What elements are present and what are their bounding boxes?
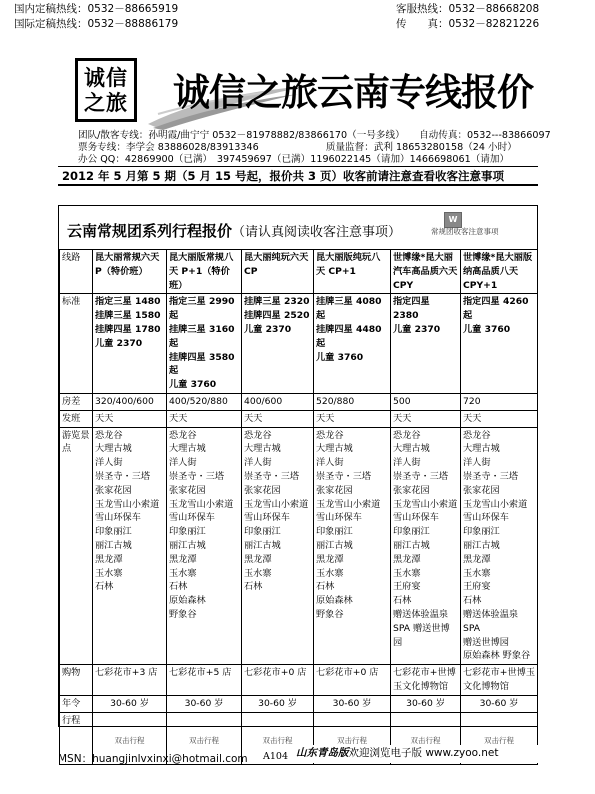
itinerary-link[interactable]: 双击行程 xyxy=(410,735,441,745)
fax-line: 传 真：0532－82821226 xyxy=(396,18,540,30)
price-item: 儿童 3760 xyxy=(463,323,511,335)
attraction-item: 恐龙谷 xyxy=(316,429,344,441)
cell-route: 世博缘*昆大丽版纳高品质八天 CPY+1 xyxy=(461,250,538,294)
attraction-item: 洋人街 xyxy=(316,457,344,469)
cell-route: 昆大丽版常规八天 P+1（特价班） xyxy=(167,250,242,294)
attraction-item: 石林 xyxy=(316,581,335,593)
cell-shopping: 七彩花市+0 店 xyxy=(242,665,314,696)
attraction-item: 大理古城 xyxy=(463,443,500,455)
cell-attractions xyxy=(461,427,538,665)
footer-msn: MSN：huangjinlvxinxi@hotmail.com xyxy=(58,753,248,765)
price-item: 指定四星 2380 xyxy=(393,296,430,322)
cell-room-diff: 320/400/600 xyxy=(93,393,167,410)
cell-attractions xyxy=(242,427,314,665)
cell-shopping: 七彩花市+世博玉文化博物馆 xyxy=(461,665,538,696)
customer-hotline: 客服热线：0532－88668208 xyxy=(396,3,540,15)
attraction-item: 崇圣寺・三塔 xyxy=(316,470,372,482)
attraction-item: 黑龙潭 xyxy=(316,553,344,565)
price-item: 指定四星 4260 起 xyxy=(463,296,529,322)
itinerary-link[interactable]: 双击行程 xyxy=(262,735,293,745)
cell-standard xyxy=(391,294,461,394)
attraction-item: 张家花园 xyxy=(169,484,206,496)
issue-notice: 2012 年 5 月第 5 期（5 月 15 号起，报价共 3 页）收客前请注意查看收客注意事项 xyxy=(62,169,505,183)
attraction-item: 玉龙雪山小索道 xyxy=(393,498,458,510)
attraction-item: 崇圣寺・三塔 xyxy=(95,470,151,482)
table-row-departure xyxy=(60,410,538,427)
attraction-item: 玉水寨 xyxy=(316,567,344,579)
itinerary-link[interactable]: 双击行程 xyxy=(484,735,514,745)
attraction-item: 野象谷 xyxy=(316,608,344,620)
table-row-attractions xyxy=(60,427,538,665)
cell-attractions xyxy=(314,427,391,665)
attraction-item: 原始森林 xyxy=(316,595,353,607)
attraction-item: 洋人街 xyxy=(169,457,197,469)
cell-room-diff: 720 xyxy=(461,393,538,410)
attraction-item: 雪山环保车 xyxy=(169,512,215,524)
attraction-item: 洋人街 xyxy=(95,457,123,469)
doc-note-link[interactable]: 常规团收客注意事项 xyxy=(431,227,499,236)
section-title xyxy=(67,220,401,241)
section-subtitle: （请认真阅读收客注意事项） xyxy=(232,225,402,240)
attraction-item: 石林 xyxy=(393,595,412,607)
price-item: 儿童 3760 xyxy=(316,351,364,363)
attraction-item: 雪山环保车 xyxy=(316,512,362,524)
attraction-item: 大理古城 xyxy=(244,443,281,455)
cell-shopping: 七彩花市+3 店 xyxy=(93,665,167,696)
attraction-item: 石林 xyxy=(169,581,188,593)
attraction-item: 石林 xyxy=(463,595,482,607)
logo-line2: 之旅 xyxy=(84,90,128,115)
row-label: 线路 xyxy=(60,250,93,294)
price-item: 挂牌三星 2320 xyxy=(244,296,310,308)
attraction-item: 恐龙谷 xyxy=(95,429,123,441)
attraction-item: 丽江古城 xyxy=(393,539,430,551)
attraction-item: 黑龙潭 xyxy=(393,553,421,565)
price-table xyxy=(59,249,538,765)
cell-standard xyxy=(242,294,314,394)
cell-attractions xyxy=(167,427,242,665)
attraction-item: 原始森林 xyxy=(169,595,206,607)
attraction-item: 赠送体验温泉 SPA 赠送世博园 xyxy=(393,608,450,648)
cell-route: 昆大丽常规六天 P（特价班） xyxy=(93,250,167,294)
attraction-item: 野象谷 xyxy=(169,608,197,620)
divider-top xyxy=(58,166,538,167)
attraction-item: 玉水寨 xyxy=(393,567,421,579)
attraction-item: 恐龙谷 xyxy=(463,429,491,441)
cell-departure: 天天 xyxy=(167,410,242,427)
footer-brand-bar xyxy=(296,745,540,763)
price-item: 儿童 3760 xyxy=(169,379,217,391)
price-item: 儿童 2370 xyxy=(244,323,292,335)
price-item: 挂牌四星 1780 xyxy=(95,323,161,335)
attraction-item: 崇圣寺・三塔 xyxy=(463,470,519,482)
price-item: 挂牌三星 4080 起 xyxy=(316,296,382,322)
attraction-item: 洋人街 xyxy=(393,457,421,469)
table-row-shopping xyxy=(60,665,538,696)
price-table-panel xyxy=(58,205,538,745)
attraction-item: 丽江古城 xyxy=(316,539,353,551)
attraction-item: 张家花园 xyxy=(463,484,500,496)
attraction-item: 玉水寨 xyxy=(95,567,123,579)
attraction-item: 印象丽江 xyxy=(169,526,206,538)
table-row-route xyxy=(60,250,538,294)
price-item: 挂牌四星 3580 起 xyxy=(169,351,235,377)
cell-room-diff: 520/880 xyxy=(314,393,391,410)
contact-line-1: 团队/散客专线：孙明霞/曲宁宁 0532－81978882/83866170（一号多线） 自动传真：0532---83866097 xyxy=(78,130,551,141)
price-item: 挂牌三星 3160 起 xyxy=(169,323,235,349)
price-item: 儿童 2370 xyxy=(393,323,441,335)
itinerary-link[interactable]: 双击行程 xyxy=(337,735,367,745)
cell-route: 昆大丽纯玩六天 CP xyxy=(242,250,314,294)
attraction-item: 王府宴 xyxy=(463,581,491,593)
cell-departure: 天天 xyxy=(461,410,538,427)
footer-site: 欢迎浏览电子版 www.zyoo.net xyxy=(348,747,499,759)
price-item: 儿童 2370 xyxy=(95,337,143,349)
cell-departure: 天天 xyxy=(314,410,391,427)
row-label: 房差 xyxy=(60,393,93,410)
price-item: 挂牌四星 2520 xyxy=(244,310,310,322)
attraction-item: 王府宴 xyxy=(393,581,421,593)
attraction-item: 玉龙雪山小索道 xyxy=(169,498,234,510)
cell-departure: 天天 xyxy=(242,410,314,427)
row-label: 购物 xyxy=(60,665,93,696)
attraction-item: 崇圣寺・三塔 xyxy=(169,470,225,482)
attraction-item: 张家花园 xyxy=(393,484,430,496)
domestic-hotline: 国内定稿热线：0532－88665919 xyxy=(14,3,179,15)
cell-standard xyxy=(167,294,242,394)
attraction-item: 印象丽江 xyxy=(244,526,281,538)
price-item: 指定三星 2990 起 xyxy=(169,296,235,322)
attraction-item: 张家花园 xyxy=(95,484,132,496)
cell-age: 30-60 岁 xyxy=(314,695,391,712)
attraction-item: 雪山环保车 xyxy=(95,512,141,524)
attraction-item: 大理古城 xyxy=(95,443,132,455)
cell-route: 昆大丽版纯玩八天 CP+1 xyxy=(314,250,391,294)
contact-line-3: 办公 QQ：42869900（已满） 397459697（已满）1196022145（请加）1466698061（请加） xyxy=(78,154,510,165)
price-item: 挂牌三星 1580 xyxy=(95,310,161,322)
attraction-item: 印象丽江 xyxy=(463,526,500,538)
cell-age: 30-60 岁 xyxy=(461,695,538,712)
cell-standard xyxy=(314,294,391,394)
attraction-item: 雪山环保车 xyxy=(393,512,439,524)
attraction-item: 玉水寨 xyxy=(244,567,272,579)
footer-brand: 山东青岛版 xyxy=(296,747,349,759)
attraction-item: 玉龙雪山小索道 xyxy=(316,498,381,510)
table-row-age xyxy=(60,695,538,712)
cell-standard xyxy=(461,294,538,394)
attraction-item: 崇圣寺・三塔 xyxy=(393,470,449,482)
contact-line-2: 票务专线：李学会 83886028/83913346 质量监督：武利 18653280158（24 小时） xyxy=(78,142,517,153)
attraction-item: 黑龙潭 xyxy=(463,553,491,565)
logo xyxy=(75,58,137,122)
attraction-item: 张家花园 xyxy=(316,484,353,496)
attraction-item: 恐龙谷 xyxy=(393,429,421,441)
cell-attractions xyxy=(93,427,167,665)
cell-attractions xyxy=(391,427,461,665)
cell-age: 30-60 岁 xyxy=(93,695,167,712)
row-label: 标准 xyxy=(60,294,93,394)
divider-bottom xyxy=(58,184,538,186)
cell-room-diff: 500 xyxy=(391,393,461,410)
row-label: 游览景点 xyxy=(60,427,93,665)
attraction-item: 印象丽江 xyxy=(393,526,430,538)
section-title-text: 云南常规团系列行程报价 xyxy=(67,222,233,240)
table-row-standard xyxy=(60,294,538,394)
attraction-item: 崇圣寺・三塔 xyxy=(244,470,300,482)
attraction-item: 赠送体验温泉 SPA xyxy=(463,608,519,634)
attraction-item: 大理古城 xyxy=(169,443,206,455)
attraction-item: 玉水寨 xyxy=(463,567,491,579)
attraction-item: 洋人街 xyxy=(463,457,491,469)
attraction-item: 印象丽江 xyxy=(95,526,132,538)
attraction-item: 雪山环保车 xyxy=(244,512,290,524)
attraction-item: 恐龙谷 xyxy=(244,429,272,441)
attraction-item: 石林 xyxy=(95,581,114,593)
cell-age: 30-60 岁 xyxy=(242,695,314,712)
cell-departure: 天天 xyxy=(93,410,167,427)
hotline-right xyxy=(396,2,539,32)
attraction-item: 玉龙雪山小索道 xyxy=(244,498,309,510)
price-item: 挂牌四星 4480 起 xyxy=(316,323,382,349)
cell-route: 世博缘*昆大丽汽车高品质六天 CPY xyxy=(391,250,461,294)
hotline-left xyxy=(14,2,178,32)
itinerary-link[interactable]: 双击行程 xyxy=(114,735,145,745)
attraction-item: 石林 xyxy=(244,581,263,593)
row-label: 发班 xyxy=(60,410,93,427)
row-label: 年令 xyxy=(60,695,93,712)
logo-line1: 诚信 xyxy=(84,65,128,90)
attraction-item: 丽江古城 xyxy=(244,539,281,551)
cell-shopping: 七彩花市+0 店 xyxy=(314,665,391,696)
attraction-item: 大理古城 xyxy=(316,443,353,455)
attraction-item: 赠送世博园 xyxy=(463,636,509,648)
row-label: 行程 xyxy=(60,712,93,764)
banner xyxy=(70,52,535,130)
cell-room-diff: 400/600 xyxy=(242,393,314,410)
cell-shopping: 七彩花市+5 店 xyxy=(167,665,242,696)
attraction-item: 大理古城 xyxy=(393,443,430,455)
attraction-item: 丽江古城 xyxy=(169,539,206,551)
price-item: 指定三星 1480 xyxy=(95,296,161,308)
attraction-item: 原始森林 野象谷 xyxy=(463,650,531,662)
cell-departure: 天天 xyxy=(391,410,461,427)
cell-standard xyxy=(93,294,167,394)
attraction-item: 玉龙雪山小索道 xyxy=(95,498,160,510)
attraction-item: 玉龙雪山小索道 xyxy=(463,498,528,510)
international-hotline: 国际定稿热线：0532－88886179 xyxy=(14,18,179,30)
attraction-item: 黑龙潭 xyxy=(95,553,123,565)
attraction-item: 玉水寨 xyxy=(169,567,197,579)
footer-page-number: A104 xyxy=(263,751,288,762)
word-document-icon[interactable]: W xyxy=(444,212,462,228)
table-row-room-diff xyxy=(60,393,538,410)
cell-age: 30-60 岁 xyxy=(167,695,242,712)
attraction-item: 丽江古城 xyxy=(463,539,500,551)
attraction-item: 洋人街 xyxy=(244,457,272,469)
cell-age: 30-60 岁 xyxy=(391,695,461,712)
cell-room-diff: 400/520/880 xyxy=(167,393,242,410)
attraction-item: 雪山环保车 xyxy=(463,512,509,524)
attraction-item: 恐龙谷 xyxy=(169,429,197,441)
itinerary-link[interactable]: 双击行程 xyxy=(189,735,219,745)
attraction-item: 张家花园 xyxy=(244,484,281,496)
cell-shopping: 七彩花市+世博玉文化博物馆 xyxy=(391,665,461,696)
attraction-item: 丽江古城 xyxy=(95,539,132,551)
attraction-item: 印象丽江 xyxy=(316,526,353,538)
attraction-item: 黑龙潭 xyxy=(244,553,272,565)
banner-title: 诚信之旅云南专线报价 xyxy=(173,71,533,114)
attraction-item: 黑龙潭 xyxy=(169,553,197,565)
